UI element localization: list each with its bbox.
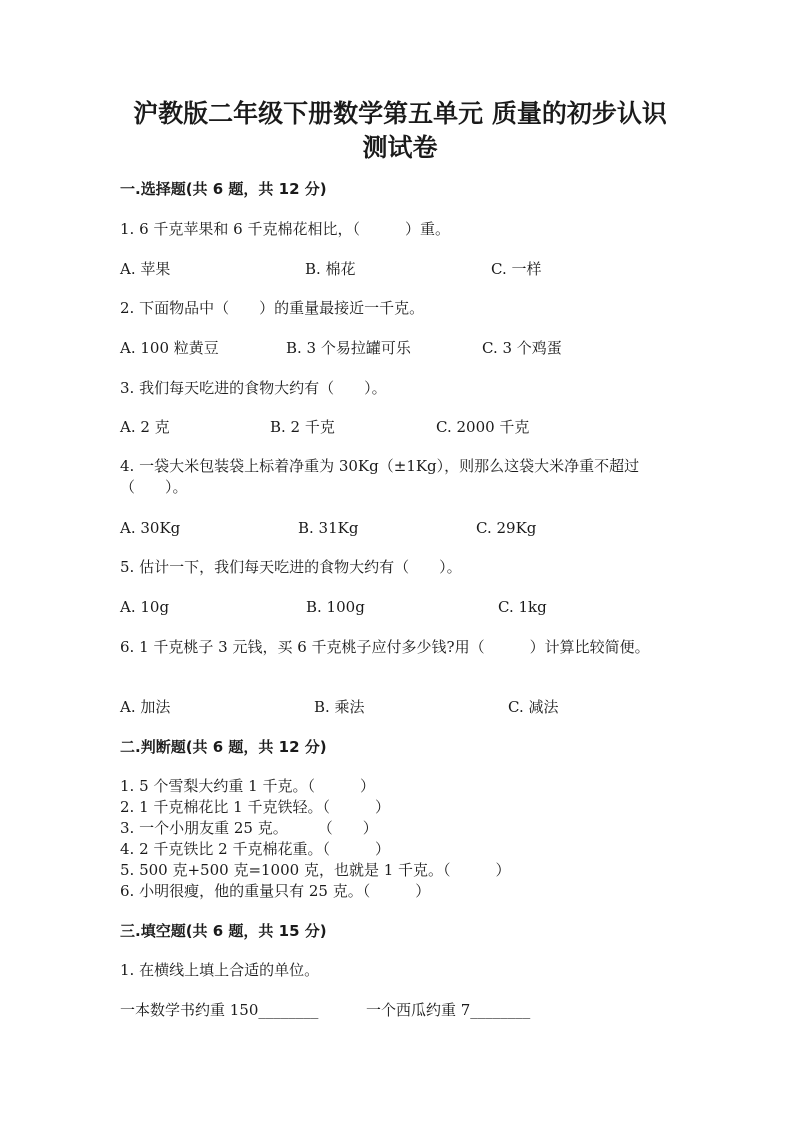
question-4-option-a: A. 30Kg [120,519,181,537]
page-subtitle: 测试卷 [362,133,438,162]
question-3-option-c: C. 2000 千克 [436,418,530,436]
question-6-option-c: C. 减法 [508,698,559,716]
question-6-option-b: B. 乘法 [314,698,365,716]
fill-blank-book: 一本数学书约重 150________ [120,1001,319,1019]
question-4: 4. 一袋大米包装袋上标着净重为 30Kg（±1Kg），则那么这袋大米净重不超过（ ）。 [120,457,640,496]
question-1: 1. 6 千克苹果和 6 千克棉花相比，（ ）重。 [120,220,450,238]
question-5-option-c: C. 1kg [498,598,547,616]
question-1-option-a: A. 苹果 [120,260,171,278]
question-1-option-b: B. 棉花 [305,260,356,278]
question-3-option-a: A. 2 克 [120,418,170,436]
fill-question-1: 1. 在横线上填上合适的单位。 [120,961,320,979]
question-2-option-c: C. 3 个鸡蛋 [482,339,562,357]
question-4-option-b: B. 31Kg [298,519,359,537]
question-6-option-a: A. 加法 [120,698,171,716]
question-1-option-c: C. 一样 [491,260,542,278]
question-5-option-a: A. 10g [120,598,170,616]
fill-blank-watermelon: 一个西瓜约重 7________ [366,1001,531,1019]
section-heading-fill-in: 三.填空题(共 6 题，共 15 分) [120,922,327,940]
question-5: 5. 估计一下，我们每天吃进的食物大约有（ ）。 [120,558,462,576]
question-4-option-c: C. 29Kg [476,519,537,537]
question-2-option-a: A. 100 粒黄豆 [120,339,219,357]
judgement-item-3: 3. 一个小朋友重 25 克。 （ ） [120,819,378,837]
question-3: 3. 我们每天吃进的食物大约有（ ）。 [120,379,387,397]
judgement-item-2: 2. 1 千克棉花比 1 千克铁轻。（ ） [120,798,390,816]
question-6: 6. 1 千克桃子 3 元钱，买 6 千克桃子应付多少钱?用（ ）计算比较简便。 [120,638,650,656]
section-heading-choice: 一.选择题(共 6 题，共 12 分) [120,180,327,198]
question-5-option-b: B. 100g [306,598,365,616]
judgement-item-5: 5. 500 克+500 克=1000 克，也就是 1 千克。（ ） [120,861,511,879]
judgement-item-4: 4. 2 千克铁比 2 千克棉花重。（ ） [120,840,390,858]
judgement-item-1: 1. 5 个雪梨大约重 1 千克。（ ） [120,777,375,795]
page-title: 沪教版二年级下册数学第五单元 质量的初步认识 [133,99,667,128]
section-heading-judgement: 二.判断题(共 6 题，共 12 分) [120,738,327,756]
question-2: 2. 下面物品中（ ）的重量最接近一千克。 [120,299,425,317]
question-3-option-b: B. 2 千克 [270,418,335,436]
question-2-option-b: B. 3 个易拉罐可乐 [286,339,411,357]
judgement-item-6: 6. 小明很瘦，他的重量只有 25 克。（ ） [120,882,431,900]
